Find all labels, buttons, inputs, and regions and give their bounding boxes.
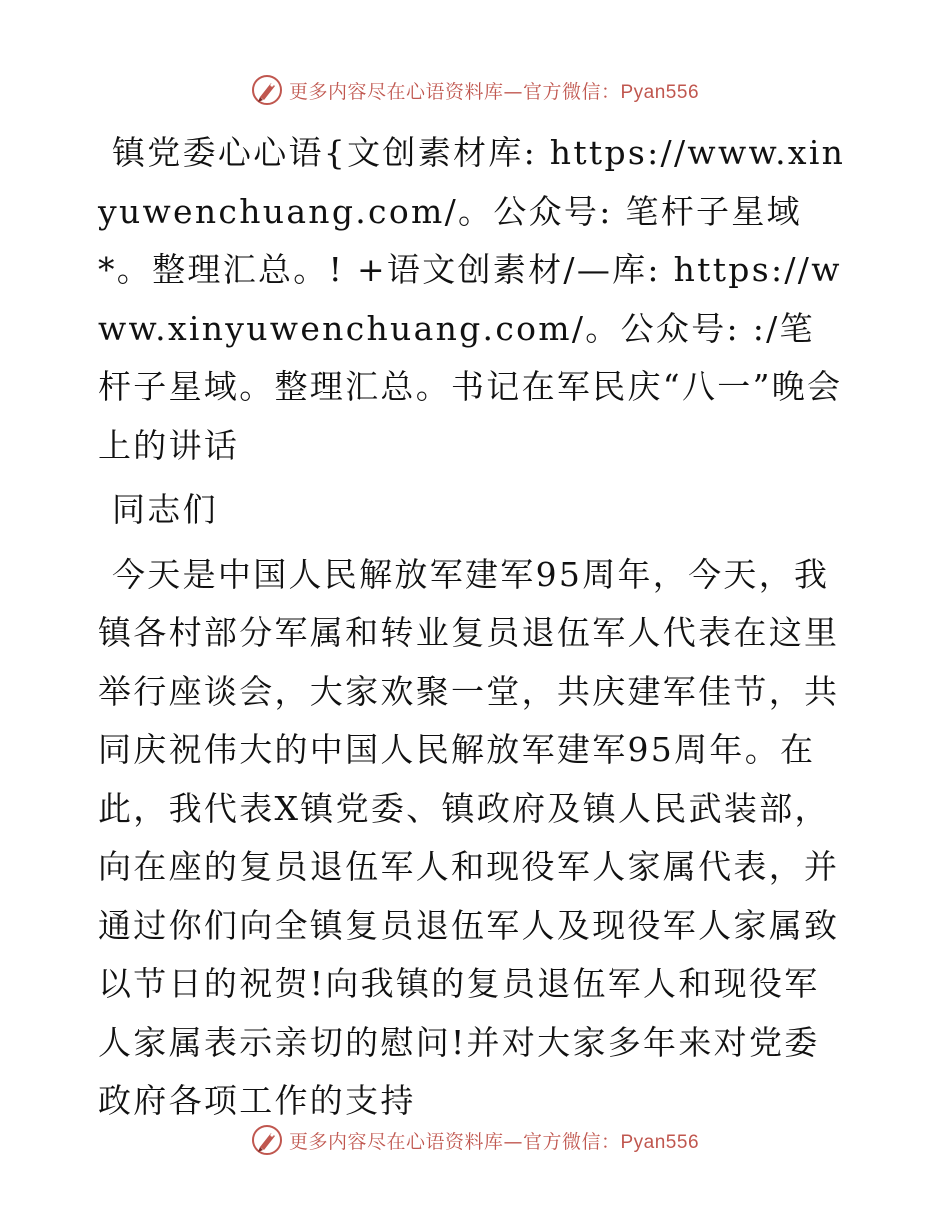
paragraph-main: 今天是中国人民解放军建军95周年，今天，我镇各村部分军属和转业复员退伍军人代表在这里举行座谈会，大家欢聚一堂，共庆建军佳节，共同庆祝伟大的中国人民解放军建军95周年。在此，我代表X镇党委、镇政府及镇人民武装部，向在座的复员退伍军人和现役军人家属代表，并通过你们向全镇复员退伍军人及现役军人家属致以节日的祝贺!向我镇的复员退伍军人和现役军人家属表示亲切的慰问!并对大家多年来对党委政府各项工作的支持: [98, 554, 840, 1120]
banner-label: 官方微信：: [522, 1130, 621, 1153]
banner-title: 更多内容尽在心语资料库: [288, 1130, 504, 1153]
document-body: [98, 124, 850, 1131]
banner-dash: —: [503, 1130, 523, 1153]
banner-text: [289, 1127, 699, 1154]
pen-logo-icon: [251, 74, 283, 106]
footer-banner: [0, 1120, 950, 1160]
banner-dash: —: [503, 80, 523, 103]
pen-logo-icon: [251, 1124, 283, 1156]
paragraph-intro: 镇党委心心语{文创素材库: https://www.xinyuwenchuang.com/。公众号: 笔杆子星域*。整理汇总。! +语文创素材/—库: https://www.xinyuwenchuang.com/。公众号: :/笔杆子星域。整理汇总。书记在军民庆“八一”晚会上的讲话: [98, 133, 846, 465]
banner-wechat-id: Pyan556: [620, 1131, 700, 1153]
banner-wechat-id: Pyan556: [620, 81, 700, 103]
banner-text: [289, 77, 699, 104]
paragraph-salutation: 同志们: [112, 490, 218, 529]
header-banner: [0, 70, 950, 110]
banner-label: 官方微信：: [522, 80, 621, 103]
banner-title: 更多内容尽在心语资料库: [288, 80, 504, 103]
